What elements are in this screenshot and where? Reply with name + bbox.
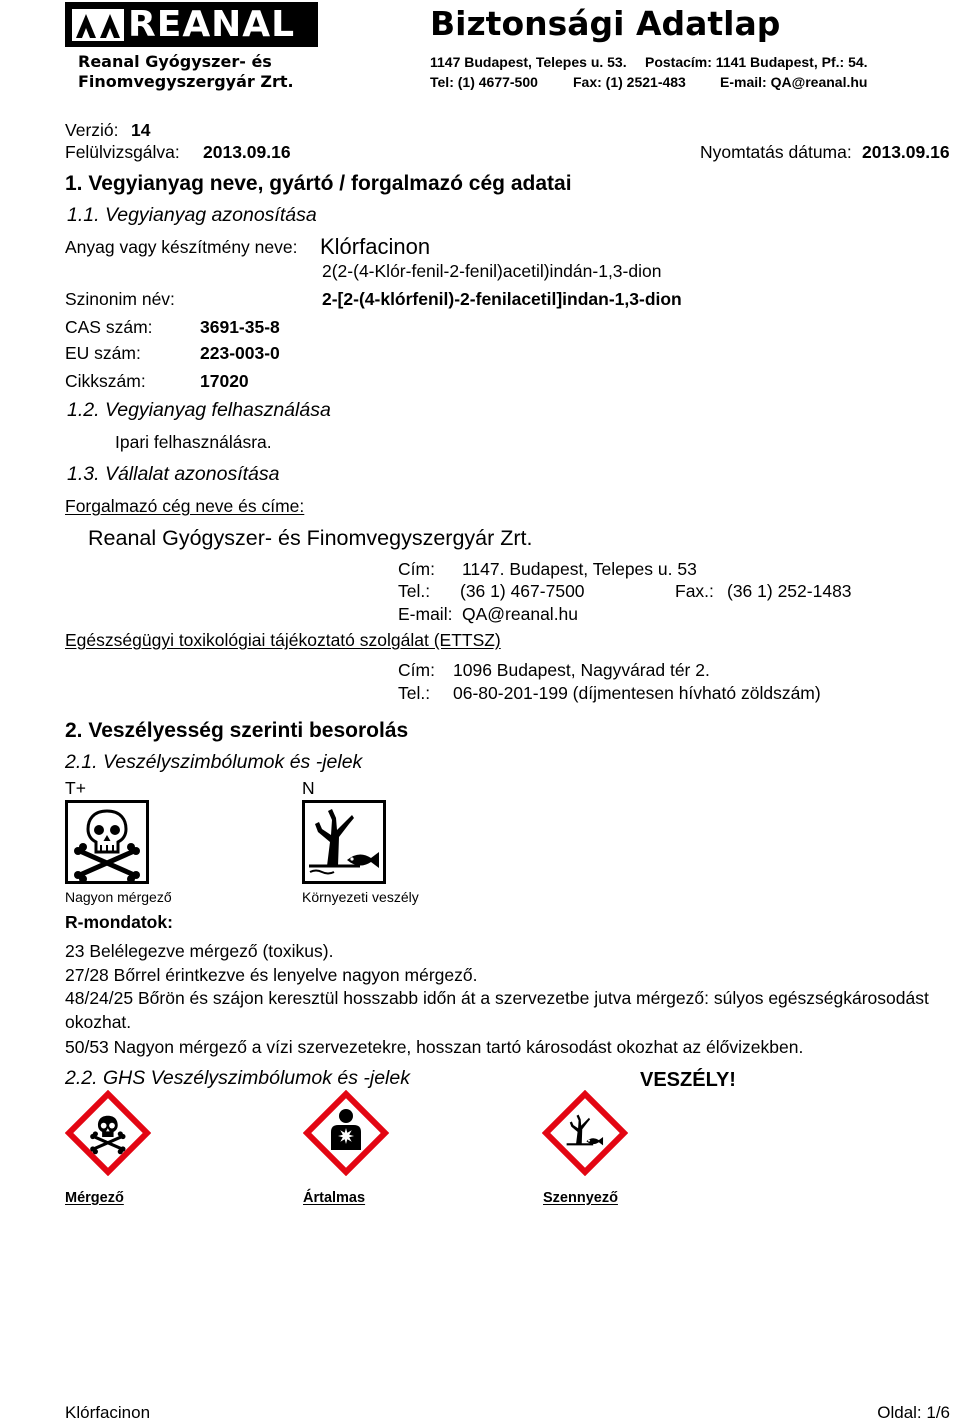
header-postal-address: Postacím: 1141 Budapest, Pf.: 54.: [645, 54, 868, 70]
symbol-caption-n: Környezeti veszély: [302, 889, 419, 905]
version-value: 14: [131, 120, 151, 140]
r-phrases-label: R-mondatok:: [65, 912, 173, 932]
ettsz-address: 1096 Budapest, Nagyvárad tér 2.: [453, 660, 710, 680]
synonym-value: 2-[2-(4-klórfenil)-2-fenilacetil]indan-1,3-dion: [322, 289, 682, 309]
r-phrase-line: 27/28 Bőrrel érintkezve és lenyelve nagyon mérgező.: [65, 965, 478, 985]
distributor-tel: (36 1) 467-7500: [460, 581, 585, 601]
ettsz-label: Egészségügyi toxikológiai tájékoztató szolgálat (ETTSZ): [65, 630, 501, 650]
skull-crossbones-icon: [65, 800, 149, 884]
cas-value: 3691-35-8: [200, 317, 280, 337]
section1-heading: 1. Vegyianyag neve, gyártó / forgalmazó cég adatai: [65, 172, 572, 195]
section2-2-heading: 2.2. GHS Veszélyszimbólumok és -jelek: [65, 1067, 410, 1089]
distributor-email: QA@reanal.hu: [462, 604, 579, 624]
ghs-caption-harmful: Ártalmas: [303, 1190, 366, 1206]
r-phrase-line: 48/24/25 Bőrön és szájon keresztül hosszabb időn át a szervezetbe jutva mérgező: súlyos egészségkárosodást: [65, 988, 929, 1008]
signal-word: VESZÉLY!: [640, 1069, 736, 1091]
chemical-name: 2(2-(4-Klór-fenil-2-fenil)acetil)indán-1,3-dion: [322, 261, 662, 281]
r-phrase-line: okozhat.: [65, 1012, 132, 1032]
distributor-tel-label: Tel.:: [398, 581, 431, 601]
dead-tree-fish-icon: [302, 800, 386, 884]
print-date-label: Nyomtatás dátuma:: [700, 142, 852, 162]
substance-name-label: Anyag vagy készítmény neve:: [65, 237, 298, 257]
ettsz-address-label: Cím:: [398, 660, 435, 680]
header-email: E-mail: QA@reanal.hu: [720, 74, 868, 90]
ghs-caption-toxic: Mérgező: [65, 1190, 124, 1206]
r-phrase-line: 50/53 Nagyon mérgező a vízi szervezetekre, hosszan tartó károsodást okozhat az élővizekben.: [65, 1037, 804, 1057]
distributor-email-label: E-mail:: [398, 604, 453, 624]
section1-1-heading: 1.1. Vegyianyag azonosítása: [67, 204, 317, 226]
reanal-logo: [65, 2, 318, 47]
distributor-fax-label: Fax.:: [675, 581, 714, 601]
cas-label: CAS szám:: [65, 317, 153, 337]
header-tel: Tel: (1) 4677-500: [430, 74, 538, 90]
distributor-address-label: Cím:: [398, 559, 435, 579]
section1-2-heading: 1.2. Vegyianyag felhasználása: [67, 399, 331, 421]
r-phrase-line: 23 Belélegezve mérgező (toxikus).: [65, 941, 334, 961]
section2-heading: 2. Veszélyesség szerinti besorolás: [65, 719, 409, 742]
reviewed-date: 2013.09.16: [203, 142, 291, 162]
company-name-line1: Reanal Gyógyszer- és: [78, 52, 272, 71]
version-label: Verzió:: [65, 120, 119, 140]
synonym-label: Szinonim név:: [65, 289, 175, 309]
print-date: 2013.09.16: [862, 142, 950, 162]
eu-value: 223-003-0: [200, 343, 280, 363]
section2-1-heading: 2.1. Veszélyszimbólumok és -jelek: [65, 751, 363, 773]
footer-product-name: Klórfacinon: [65, 1403, 151, 1422]
hazard-code-tplus: T+: [65, 778, 86, 798]
footer-page-number: Oldal: 1/6: [877, 1403, 950, 1422]
distributor-name: Reanal Gyógyszer- és Finomvegyszergyár Zrt.: [88, 526, 533, 550]
eu-label: EU szám:: [65, 343, 141, 363]
distributor-fax: (36 1) 252-1483: [727, 581, 852, 601]
ghs-skull-crossbones-icon: [65, 1090, 151, 1176]
article-label: Cikkszám:: [65, 371, 146, 391]
section1-3-heading: 1.3. Vállalat azonosítása: [67, 463, 280, 485]
ghs-environment-icon: [542, 1090, 628, 1176]
ghs-caption-environment: Szennyező: [543, 1190, 618, 1206]
hazard-code-n: N: [302, 778, 315, 798]
reviewed-label: Felülvizsgálva:: [65, 142, 180, 162]
distributor-label: Forgalmazó cég neve és címe:: [65, 496, 305, 516]
header-fax: Fax: (1) 2521-483: [573, 74, 686, 90]
distributor-address: 1147. Budapest, Telepes u. 53: [462, 559, 697, 579]
ghs-health-hazard-icon: [303, 1090, 389, 1176]
substance-name: Klórfacinon: [320, 234, 431, 259]
ettsz-tel: 06-80-201-199 (díjmentesen hívható zöldszám): [453, 683, 821, 703]
header-address: 1147 Budapest, Telepes u. 53.: [430, 54, 627, 70]
logo-text: REANAL: [128, 4, 296, 45]
ettsz-tel-label: Tel.:: [398, 683, 431, 703]
document-title: Biztonsági Adatlap: [430, 4, 781, 43]
article-value: 17020: [200, 371, 249, 391]
symbol-caption-tplus: Nagyon mérgező: [65, 889, 172, 905]
company-name-line2: Finomvegyszergyár Zrt.: [78, 72, 294, 91]
use-text: Ipari felhasználásra.: [115, 432, 272, 452]
reanal-logo-icon: [71, 7, 125, 43]
